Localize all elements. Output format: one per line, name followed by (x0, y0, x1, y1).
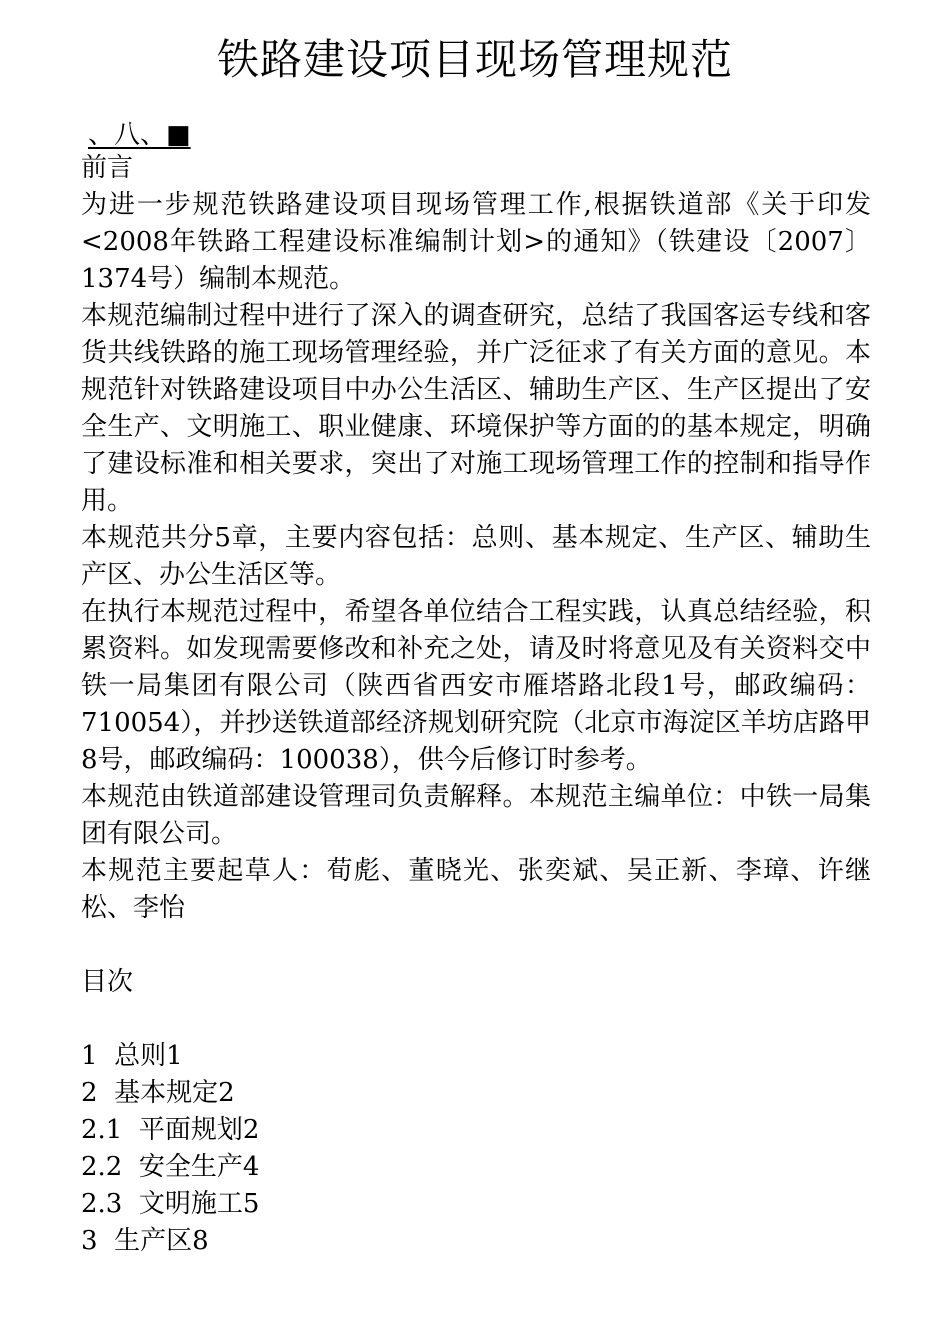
toc-item[interactable]: 2.2 安全生产4 (81, 1152, 260, 1182)
toc-heading: 目次 (81, 967, 134, 997)
preface-paragraph-6: 本规范主要起草人：荀彪、董晓光、张奕斌、吴正新、李璋、许继松、李怡 (81, 856, 871, 923)
document-title: 铁路建设项目现场管理规范 (216, 35, 733, 84)
preface-paragraph-2: 本规范编制过程中进行了深入的调查研究，总结了我国客运专线和客货共线铁路的施工现场管理经验，并广泛征求了有关方面的意见。本规范针对铁路建设项目中办公生活区、辅助生产区、生产区提出了安全生产、文明施工、职业健康、环境保护等方面的的基本规定，明确了建设标准和相关要求，突出了对施工现场管理工作的控制和指导作用。 (81, 301, 871, 516)
preface-paragraph-3: 本规范共分5章，主要内容包括：总则、基本规定、生产区、辅助生产区、办公生活区等。 (81, 523, 871, 590)
preface-paragraph-4: 在执行本规范过程中，希望各单位结合工程实践，认真总结经验，积累资料。如发现需要修改和补充之处，请及时将意见及有关资料交中铁一局集团有限公司（陕西省西安市雁塔路北段1号，邮政编码：710054），并抄送铁道部经济规划研究院（北京市海淀区羊坊店路甲8号，邮政编码：100038），供今后修订时参考。 (81, 597, 871, 775)
preface-paragraph-1: 为进一步规范铁路建设项目现场管理工作,根据铁道部《关于印发<2008年铁路工程建设标准编制计划>的通知》（铁建设〔2007〕1374号）编制本规范。 (81, 190, 871, 294)
toc-item[interactable]: 1 总则1 (81, 1041, 183, 1071)
preface-heading: 前言 (81, 153, 134, 183)
toc-item[interactable]: 2.3 文明施工5 (81, 1189, 260, 1219)
document-body (81, 150, 871, 1260)
toc-item[interactable]: 2.1 平面规划2 (81, 1115, 260, 1145)
toc-item[interactable]: 2 基本规定2 (81, 1078, 235, 1108)
preface-paragraph-5: 本规范由铁道部建设管理司负责解释。本规范主编单位：中铁一局集团有限公司。 (81, 782, 871, 849)
toc-item[interactable]: 3 生产区8 (81, 1226, 209, 1256)
section-marker: 、八、■ (88, 120, 191, 150)
table-of-contents (81, 1038, 871, 1260)
